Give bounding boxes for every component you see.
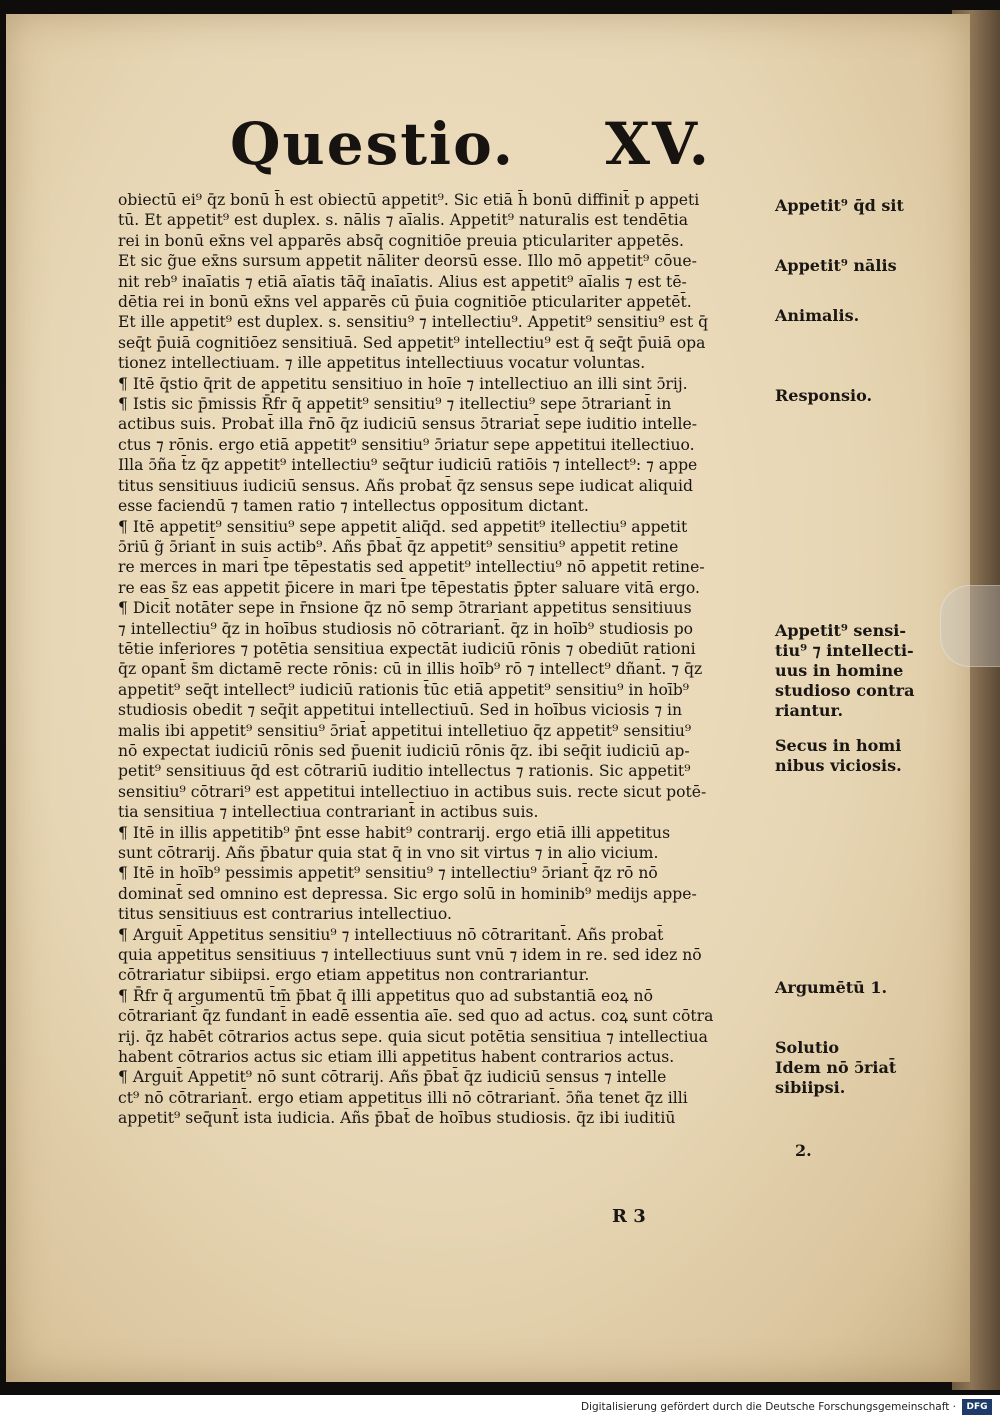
margin-note: tiu⁹ ⁊ intellecti- [775,641,914,660]
funding-credit: Digitalisierung gefördert durch die Deutsche Forschungsgemeinschaft · [580,1401,956,1413]
signature-mark: R 3 [612,1206,646,1227]
margin-note: sibiipsi. [775,1078,846,1097]
text-line: tū. Et appetit⁹ est duplex. s. nālis ⁊ aīalis. Appetit⁹ naturalis est tendētia [118,211,689,230]
text-line: ¶ R̄fr q̄ argumentū t̄m̄ p̄bat q̄ illi appetitus quo ad substantiā eoꝝ nō [118,986,653,1005]
text-line: ¶ Itē appetit⁹ sensitiu⁹ sepe appetit aliq̄d. sed appetit⁹ itellectiu⁹ appetit [118,517,688,536]
text-line: dētia rei in bonū ex̄ns vel apparēs cū p̄uia cognitiōe pticulariter appetēt̄. [118,293,692,312]
margin-note: Argumētū 1. [775,978,888,997]
text-line: Et ille appetit⁹ est duplex. s. sensitiu⁹ ⁊ intellectiu⁹. Appetit⁹ sensitiu⁹ est q̄ [118,313,709,332]
margin-note: Idem nō ɔ̄riat̄ [775,1058,897,1077]
text-line: ¶ Arguit̄ Appetit⁹ nō sunt cōtrarij. Añs p̄bat̄ q̄z iudiciū sensus ⁊ intelle [118,1068,667,1087]
header-questio: Questio. [230,110,515,178]
margin-note: Appetit⁹ nālis [775,256,897,275]
text-line: appetit⁹ seq̄t intellect⁹ iudiciū rationis t̄ūc etiā appetit⁹ sensitiu⁹ in hoīb⁹ [118,680,690,699]
text-line: ¶ Arguit̄ Appetitus sensitiu⁹ ⁊ intellectiuus nō cōtraritant̄. Añs probat̄ [118,925,664,944]
text-line: petit⁹ sensitiuus q̄d est cōtrariū iuditio intellectus ⁊ rationis. Sic appetit⁹ [118,762,691,781]
text-line: sensitiu⁹ cōtrari⁹ est appetitui intellectiuo in actibus suis. recte sicut potē- [118,782,707,801]
text-line: quia appetitus sensitiuus ⁊ intellectiuus sunt vnū ⁊ idem in re. sed idez nō [118,946,702,965]
text-line: re merces in mari t̄pe tēpestatis sed appetit⁹ intellectiu⁹ nō appetit retine- [118,558,705,577]
text-line: studiosis obedit ⁊ seq̄it appetitui intellectiuū. Sed in hoībus viciosis ⁊ in [118,701,683,720]
text-line: Et sic g̃ue ex̄ns sursum appetit nāliter deorsū esse. Illo mō appetit⁹ cōue- [118,252,697,271]
text-line: ¶ Dicit̄ notāter sepe in r̄nsione q̄z nō semp ɔ̄trariant appetitus sensitiuus [118,599,692,618]
text-line: ¶ Istis sic p̄missis R̄fr q̄ appetit⁹ sensitiu⁹ ⁊ itellectiu⁹ sepe ɔ̄trariant̄ in [118,395,672,414]
margin-note: Secus in homi [775,736,902,755]
text-line: obiectū ei⁹ q̄z bonū h̄ est obiectū appetit⁹. Sic etiā h̄ bonū diffinit̄ p appeti [118,191,700,209]
text-line: re eas s̄z eas appetit p̄icere in mari t̄pe tēpestatis p̄pter saluare vitā ergo. [118,578,700,597]
margin-note: studioso contra [775,681,915,700]
text-line: cōtrariatur sibiipsi. ergo etiam appetitus non contrariantur. [118,966,590,985]
header-number: XV. [604,110,711,178]
text-line: habent cōtrarios actus sic etiam illi appetitus habent contrarios actus. [118,1048,675,1067]
margin-note: 2. [795,1141,812,1160]
text-line: dominat̄ sed omnino est depressa. Sic ergo solū in hominib⁹ medijs appe- [118,884,697,903]
margin-note: Appetit⁹ sensi- [775,621,906,640]
text-line: cōtrariant̄ q̄z fundant̄ in eadē essentia aīe. sed quo ad actus. coꝝ sunt cōtra [118,1007,714,1026]
text-line: ¶ Itē in hoīb⁹ pessimis appetit⁹ sensitiu⁹ ⁊ intellectiu⁹ ɔ̄riant̄ q̄z rō nō [118,864,658,883]
text-line: nō expectat iudiciū rōnis sed p̄uenit iudiciū rōnis q̄z. ibi seq̄it iudiciū ap- [118,741,690,760]
margin-note: Responsio. [775,386,873,405]
margin-note: Animalis. [775,306,860,325]
text-line: ct⁹ nō cōtrariant̄. ergo etiam appetitus illi nō cōtrariant̄. ɔ̄ña tenet q̄z illi [118,1088,688,1107]
margin-note: nibus viciosis. [775,756,902,775]
text-line: ɔ̄riū g̃ ɔ̄riant̄ in suis actib⁹. Añs p̄bat̄ q̄z appetit⁹ sensitiu⁹ appetit retine [118,537,679,556]
text-line: seq̄t p̄uiā cognitiōez sensitiuā. Sed appetit⁹ intellectiu⁹ est q̄ seq̄t p̄uiā opa [118,333,706,352]
page-header [230,110,711,190]
text-line: esse faciendū ⁊ tamen ratio ⁊ intellectus oppositum dictant. [118,497,589,516]
text-line: nit reb⁹ inaīatis ⁊ etiā aīatis tāq̄ inaīatis. Alius est appetit⁹ aīalis ⁊ est tē- [118,272,687,291]
text-line: actibus suis. Probat̄ illa r̄nō q̄z iudiciū sensus ɔ̄trariat̄ sepe iuditio intelle- [118,415,697,434]
margin-note: Solutio [775,1038,840,1057]
text-line: ¶ Itē q̄stio q̄rit de appetitu sensitiuo in hoīe ⁊ intellectiuo an illi sint ɔ̄rij. [118,374,688,393]
page-tab-marker [940,585,1000,667]
text-line: sunt cōtrarij. Añs p̄batur quia stat q̄ in vno sit virtus ⁊ in alio vicium. [118,844,659,862]
text-line: tionez intellectiuam. ⁊ ille appetitus intellectiuus vocatur voluntas. [118,354,646,373]
text-line: tia sensitiua ⁊ intellectiua contrariant̄ in actibus suis. [118,803,539,822]
text-line: titus sensitiuus est contrarius intellectiuo. [118,905,452,924]
text-line: q̄z opant̄ s̄m dictamē recte rōnis: cū in illis hoīb⁹ rō ⁊ intellect⁹ dñant̄. ⁊ q̄z [118,660,703,679]
footer-bar [0,1395,1000,1420]
text-line: rei in bonū ex̄ns vel apparēs absq̄ cognitiōe preuia pticulariter appetēs. [118,231,684,250]
text-line: ¶ Itē in illis appetitib⁹ p̄nt esse habit⁹ contrarij. ergo etiā illi appetitus [118,823,671,842]
text-line: malis ibi appetit⁹ sensitiu⁹ ɔ̄riat̄ appetitui intelletiuo q̄z appetit⁹ sensitiu⁹ [118,721,692,740]
text-line: Illa ɔ̄ña t̄z q̄z appetit⁹ intellectiu⁹ seq̄tur iudiciū ratiōis ⁊ intellect⁹: ⁊ appe [118,456,698,475]
text-line: ctus ⁊ rōnis. ergo etiā appetit⁹ sensitiu⁹ ɔ̄riatur sepe appetitui itellectiuo. [118,435,695,454]
text-line: titus sensitiuus iudiciū sensus. Añs probat̄ q̄z sensus sepe iudicat aliquid [118,476,693,495]
margin-note: riantur. [775,701,844,720]
text-line: appetit⁹ seq̄unt̄ ista iudicia. Añs p̄bat̄ de hoībus studiosis. q̄z ibi iuditiū [118,1109,676,1128]
text-line: tētie inferiores ⁊ potētia sensitiua expectāt iudiciū rōnis ⁊ obediūt rationi [118,639,696,658]
dfg-logo: DFG [962,1399,992,1415]
main-text-block [118,190,768,1129]
text-line: ⁊ intellectiu⁹ q̄z in hoībus studiosis nō cōtrariant̄. q̄z in hoīb⁹ studiosis po [118,619,694,638]
text-line: rij. q̄z habēt cōtrarios actus sepe. quia sicut potētia sensitiua ⁊ intellectiua [118,1027,708,1046]
margin-note: Appetit⁹ q̄d sit [775,196,904,215]
margin-note: uus in homine [775,661,904,680]
